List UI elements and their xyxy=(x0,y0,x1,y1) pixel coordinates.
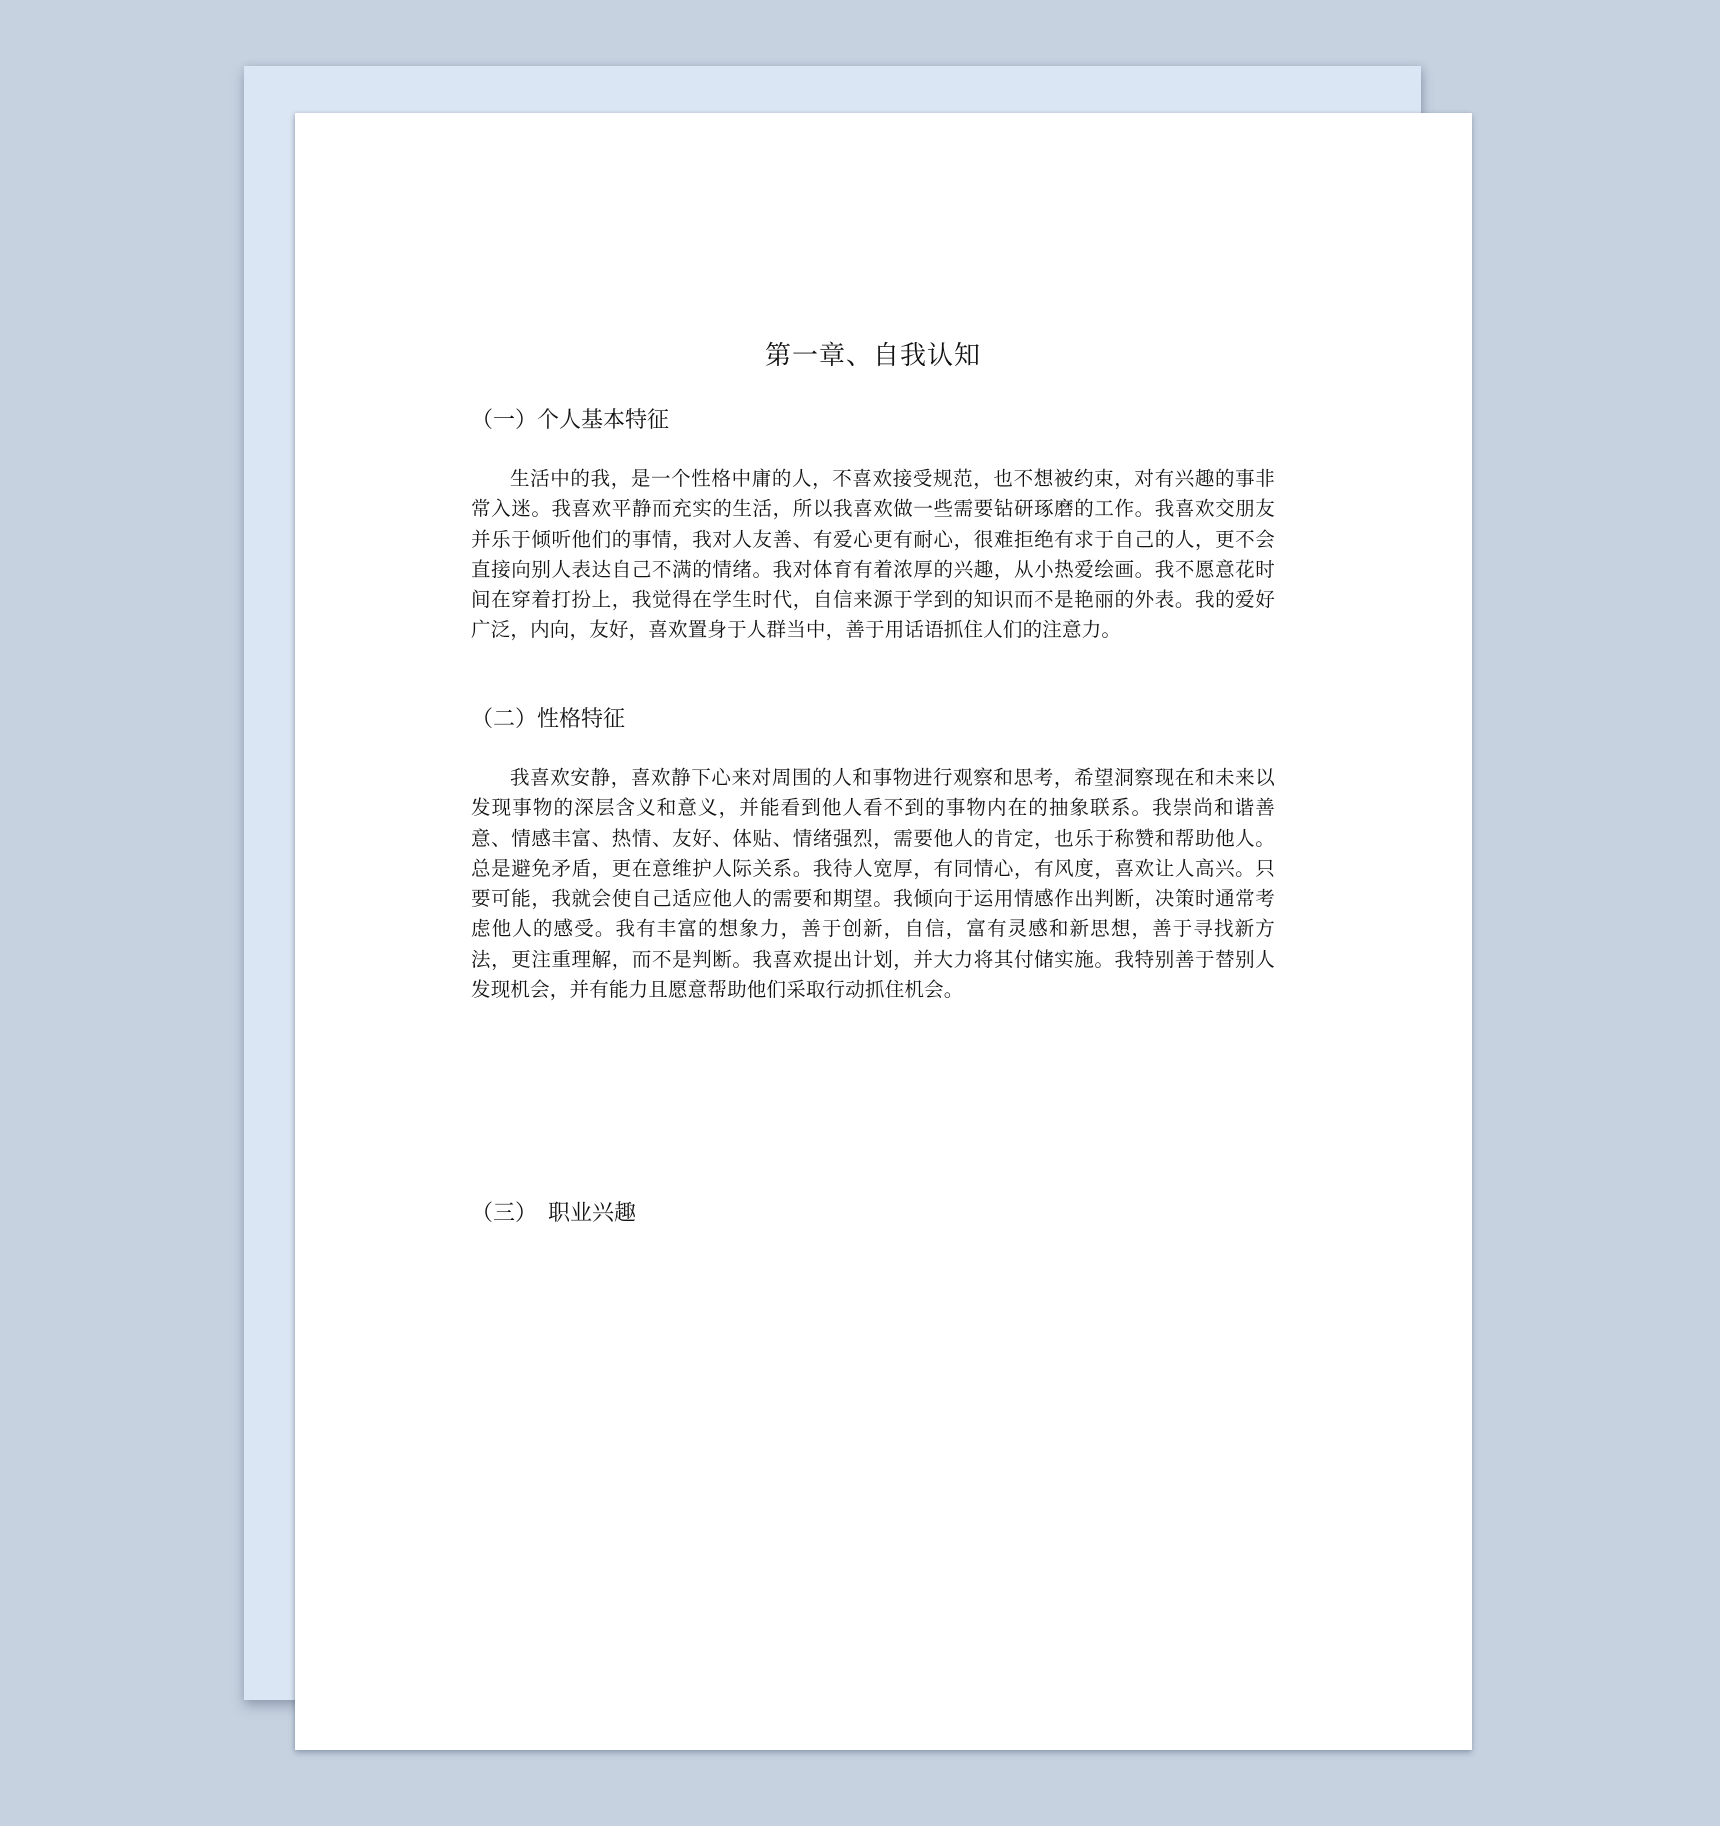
section-heading-personal-traits: （一）个人基本特征 xyxy=(471,408,670,433)
paragraph-personal-traits: 生活中的我，是一个性格中庸的人，不喜欢接受规范，也不想被约束，对有兴趣的事非常入迷。我喜欢平静而充实的生活，所以我喜欢做一些需要钻研琢磨的工作。我喜欢交朋友并乐于倾听他们的事情，我对人友善、有爱心更有耐心，很难拒绝有求于自己的人，更不会直接向别人表达自己不满的情绪。我对体育有着浓厚的兴趣，从小热爱绘画。我不愿意花时间在穿着打扮上，我觉得在学生时代，自信来源于学到的知识而不是艳丽的外表。我的爱好广泛，内向，友好，喜欢置身于人群当中，善于用话语抓住人们的注意力。 xyxy=(471,467,1275,642)
chapter-title: 第一章、自我认知 xyxy=(764,341,981,371)
paragraph-personality: 我喜欢安静，喜欢静下心来对周围的人和事物进行观察和思考，希望洞察现在和未来以发现事物的深层含义和意义，并能看到他人看不到的事物内在的抽象联系。我崇尚和谐善意、情感丰富、热情、友好、体贴、情绪强烈，需要他人的肯定，也乐于称赞和帮助他人。总是避免矛盾，更在意维护人际关系。我待人宽厚，有同情心，有风度，喜欢让人高兴。只要可能，我就会使自己适应他人的需要和期望。我倾向于运用情感作出判断，决策时通常考虑他人的感受。我有丰富的想象力，善于创新，自信，富有灵感和新思想，善于寻找新方法，更注重理解，而不是判断。我喜欢提出计划，并大力将其付储实施。我特别善于替别人发现机会，并有能力且愿意帮助他们采取行动抓住机会。 xyxy=(471,766,1275,1002)
section-heading-career-interest: （三） 职业兴趣 xyxy=(471,1201,637,1226)
document-page xyxy=(295,113,1472,1750)
section-heading-personality: （二）性格特征 xyxy=(471,707,626,732)
